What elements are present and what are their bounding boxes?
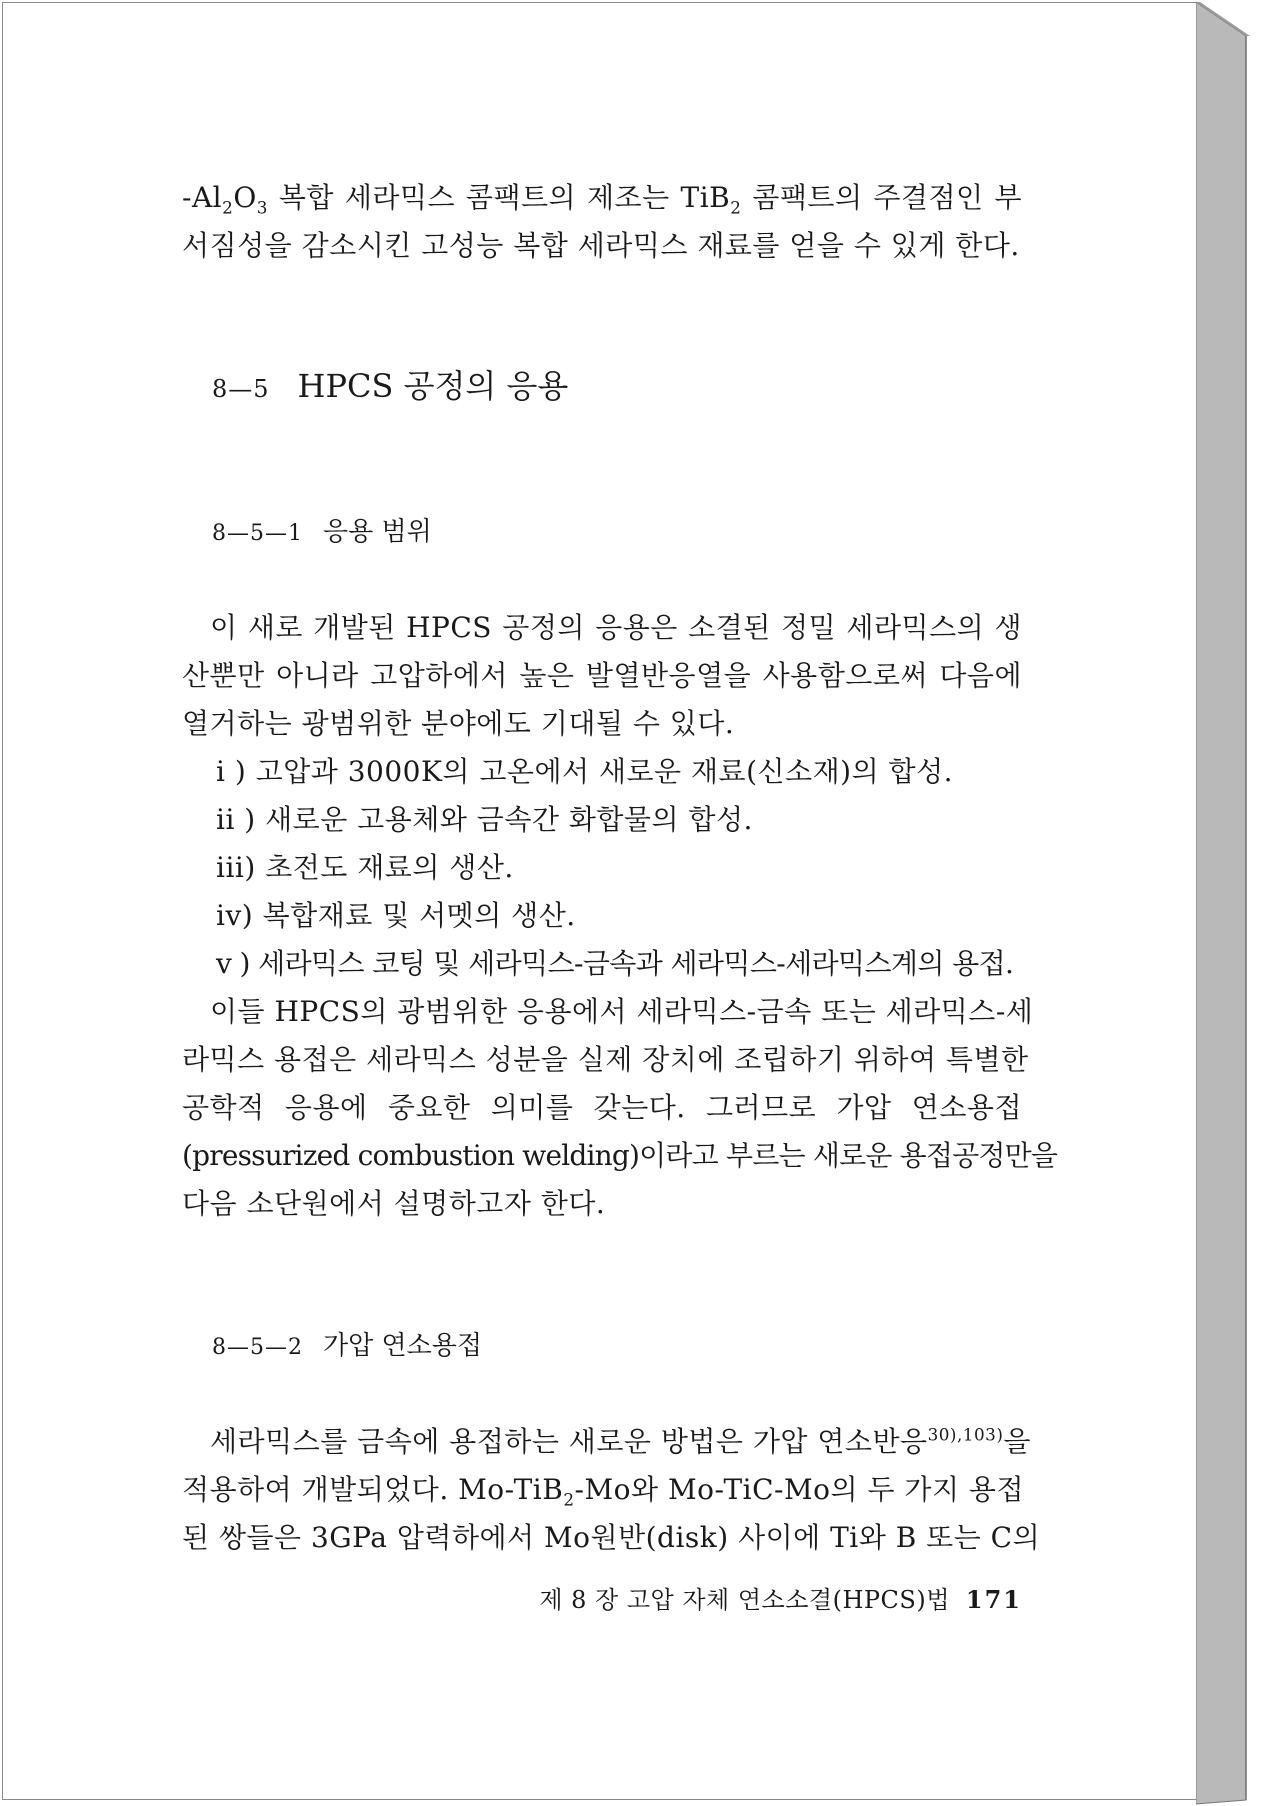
subsection-2-title: 가압 연소용접 <box>323 1331 482 1361</box>
page-number: 171 <box>965 1585 1022 1614</box>
list-item: iii) 초전도 재료의 생산. <box>216 851 514 884</box>
paragraph-2-line: 라믹스 용접은 세라믹스 성분을 실제 장치에 조립하기 위하여 특별한 <box>182 1043 1029 1076</box>
footer-chapter-title: 제 8 장 고압 자체 연소소결(HPCS)법 <box>539 1586 950 1614</box>
list-item: ii ) 새로운 고용체와 금속간 화합물의 합성. <box>216 803 753 836</box>
page-footer <box>539 1582 1022 1618</box>
paragraph-2-line: 다음 소단원에서 설명하고자 한다. <box>182 1187 606 1220</box>
paragraph-1-line: 산뿐만 아니라 고압하에서 높은 발열반응열을 사용함으로써 다음에 <box>182 659 1022 692</box>
paragraph-3-line-2: 적용하여 개발되었다. Mo-TiB$_2$-Mo와 Mo-TiC-Mo의 두 가지 용접 <box>182 1473 1024 1510</box>
section-number: 8—5 <box>212 375 270 403</box>
paragraph-1-line: 이 새로 개발된 HPCS 공정의 응용은 소결된 정밀 세라믹스의 생 <box>210 611 1022 644</box>
paragraph-1-line: 열거하는 광범위한 분야에도 기대될 수 있다. <box>182 707 735 740</box>
paragraph-3-line-3: 된 쌍들은 3GPa 압력하에서 Mo원반(disk) 사이에 Ti와 B 또는 C의 <box>182 1521 1041 1554</box>
page-edge-shadow <box>1196 0 1273 1806</box>
section-title: HPCS 공정의 응용 <box>297 367 569 405</box>
list-item: v ) 세라믹스 코팅 및 세라믹스-금속과 세라믹스-세라믹스계의 용접. <box>216 947 1014 980</box>
subsection-1-title: 응용 범위 <box>323 517 432 547</box>
list-item: iv) 복합재료 및 서멧의 생산. <box>216 899 576 932</box>
subsection-1-heading <box>212 512 432 554</box>
intro-line-2: 서짐성을 감소시킨 고성능 복합 세라믹스 재료를 얻을 수 있게 한다. <box>182 229 1020 262</box>
paragraph-2-line: (pressurized combustion welding)이라고 부르는 새로운 용접공정만을 <box>182 1139 1058 1172</box>
subsection-2-number: 8—5—2 <box>212 1335 303 1360</box>
subsection-1-number: 8—5—1 <box>212 521 303 546</box>
paragraph-3-line-1: 세라믹스를 금속에 용접하는 새로운 방법은 가압 연소반응$^{30),103)}$을 <box>210 1424 1031 1458</box>
intro-line-1: $-Al_2O_3$ 복합 세라믹스 콤팩트의 제조는 TiB$_2$ 콤팩트의 주결점인 부 <box>182 181 1022 218</box>
paragraph-2-line: 공학적 응용에 중요한 의미를 갖는다. 그러므로 가압 연소용접 <box>182 1091 1022 1124</box>
list-item: i ) 고압과 3000K의 고온에서 새로운 재료(신소재)의 합성. <box>216 755 954 788</box>
paragraph-2-line: 이들 HPCS의 광범위한 응용에서 세라믹스-금속 또는 세라믹스-세 <box>210 995 1034 1028</box>
subsection-2-heading <box>212 1326 482 1368</box>
section-heading <box>212 364 568 411</box>
